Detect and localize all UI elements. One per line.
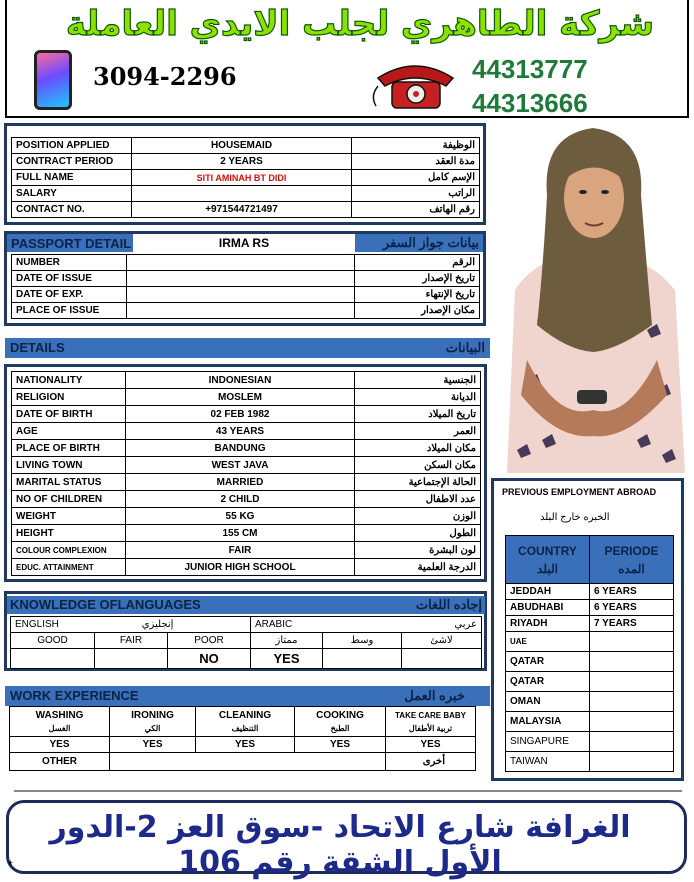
contract-value: SITI AMINAH BT DIDI [132,170,352,186]
details-value: 2 CHILD [126,491,355,508]
language-level-value: NO [168,649,251,669]
mobile-number: 3094-2296 [93,62,237,91]
details-value: 55 KG [126,508,355,525]
work-title: WORK EXPERIENCE [10,688,139,703]
previous-row [506,616,674,632]
country-header [506,536,590,584]
contract-row [12,186,480,202]
details-label: NO OF CHILDREN [12,491,126,508]
details-row [12,474,481,491]
details-row [12,542,481,559]
previous-table [505,535,674,772]
details-label: COLOUR COMPLEXION [12,542,126,559]
previous-country: UAE [506,632,590,652]
english-label: ENGLISH [15,619,59,630]
period-header [590,536,674,584]
previous-period [590,672,674,692]
contract-label: CONTACT NO. [12,202,132,218]
details-label-ar: مكان السكن [355,457,481,474]
work-skill [110,707,196,737]
details-label-ar: الحالة الإجتماعية [355,474,481,491]
work-title-ar: خبره العمل [404,688,465,703]
contract-value: HOUSEMAID [132,138,352,154]
details-label-ar: الديانة [355,389,481,406]
previous-row [506,672,674,692]
work-skill-ar: الغسل [48,723,71,733]
previous-row [506,692,674,712]
english-label-ar: إنجليزي [141,619,174,630]
phone-number-1: 44313777 [472,54,588,84]
smartphone-icon [34,50,72,110]
details-row [12,372,481,389]
language-level: GOOD [11,633,95,649]
details-label: WEIGHT [12,508,126,525]
previous-period [590,712,674,732]
passport-title: PASSPORT DETAIL [7,234,133,252]
contract-label-ar: الراتب [352,186,480,202]
other-label: OTHER [10,753,110,771]
details-row [12,559,481,576]
phone-number-2: 44313666 [472,88,588,118]
contract-label: SALARY [12,186,132,202]
contract-value: 2 YEARS [132,154,352,170]
details-label: LIVING TOWN [12,457,126,474]
work-skill-en: IRONING [131,709,174,721]
languages-title-ar: إجاده اللغات [415,597,482,612]
language-level: لاشئ [402,633,482,649]
previous-row [506,600,674,616]
details-value: WEST JAVA [126,457,355,474]
work-skill-ar: الطبخ [330,723,350,733]
candidate-photo [497,120,690,473]
details-row [12,406,481,423]
work-table [9,706,476,771]
details-label-ar: مكان الميلاد [355,440,481,457]
address: الغرافة شارع الاتحاد -سوق العز 2-الدور الأول الشقة رقم 106 [49,810,631,880]
previous-country: QATAR [506,652,590,672]
contract-label-ar: الإسم كامل [352,170,480,186]
work-skill-value: YES [295,737,386,753]
previous-row [506,752,674,772]
period-header-en: PERIODE [604,543,659,558]
previous-row [506,732,674,752]
passport-value [127,255,355,271]
work-skill [386,707,476,737]
details-label-ar: تاريخ الميلاد [355,406,481,423]
previous-period [590,632,674,652]
contract-row [12,170,480,186]
details-label: NATIONALITY [12,372,126,389]
details-value: 155 CM [126,525,355,542]
previous-period [590,732,674,752]
other-label-ar: أخرى [386,753,476,771]
languages-title-bar [7,596,485,614]
languages-table [10,616,482,669]
previous-country: ABUDHABI [506,600,590,616]
contract-label-ar: مدة العقد [352,154,480,170]
details-label-ar: الطول [355,525,481,542]
previous-country: SINGAPURE [506,732,590,752]
work-skill-en: COOKING [316,709,364,721]
country-header-en: COUNTRY [518,543,577,558]
details-label: AGE [12,423,126,440]
contract-label: CONTRACT PERIOD [12,154,132,170]
previous-country: MALAYSIA [506,712,590,732]
language-level-value [323,649,402,669]
language-level: POOR [168,633,251,649]
work-skill-en: TAKE CARE BABY [395,710,466,720]
details-row [12,525,481,542]
previous-period: 6 YEARS [590,584,674,600]
previous-row [506,712,674,732]
previous-period [590,752,674,772]
previous-period: 6 YEARS [590,600,674,616]
details-label-ar: الدرجة العلمية [355,559,481,576]
contract-value: +971544721497 [132,202,352,218]
details-label: RELIGION [12,389,126,406]
work-skill-ar: التنظيف [231,723,259,733]
details-table [11,371,481,576]
passport-value [127,271,355,287]
previous-country: TAIWAN [506,752,590,772]
arabic-label-ar: عربي [454,619,478,630]
previous-period [590,652,674,672]
passport-value [127,287,355,303]
work-skill-ar: تربية الأطفال [408,723,453,733]
work-skill-value: YES [10,737,110,753]
other-value [110,753,386,771]
previous-title: PREVIOUS EMPLOYMENT ABROAD [502,487,657,497]
asterisk: * [8,858,13,872]
details-label: HEIGHT [12,525,126,542]
passport-label: DATE OF EXP. [12,287,127,303]
details-label: DATE OF BIRTH [12,406,126,423]
details-row [12,440,481,457]
arabic-label: ARABIC [255,619,293,630]
details-value: BANDUNG [126,440,355,457]
work-skill-value: YES [386,737,476,753]
details-value: MARRIED [126,474,355,491]
previous-country: OMAN [506,692,590,712]
work-skill [10,707,110,737]
details-row [12,508,481,525]
period-header-ar: المده [618,561,645,576]
passport-label: NUMBER [12,255,127,271]
work-skill-value: YES [196,737,295,753]
arabic-header [251,617,482,633]
contract-label-ar: الوظيفة [352,138,480,154]
passport-value [127,303,355,319]
passport-title-ar: بيانات جواز السفر [355,234,483,252]
details-label: EDUC. ATTAINMENT [12,559,126,576]
passport-row [12,255,480,271]
contract-row [12,202,480,218]
passport-label: DATE OF ISSUE [12,271,127,287]
language-level: ممتاز [251,633,323,649]
previous-row [506,584,674,600]
previous-row [506,652,674,672]
contract-label: POSITION APPLIED [12,138,132,154]
telephone-icon [368,56,463,110]
passport-row [12,303,480,319]
details-title-ar: البيانات [445,340,485,355]
passport-label-ar: تاريخ الإنتهاء [355,287,480,303]
company-name: شركة الطاهري لجلب الايدي العاملة [65,4,655,44]
languages-title: KNOWLEDGE OFLANGUAGES [10,597,201,612]
english-header [11,617,251,633]
previous-country: QATAR [506,672,590,692]
details-row [12,389,481,406]
details-label-ar: الوزن [355,508,481,525]
language-level-value [11,649,95,669]
previous-row [506,632,674,652]
work-skill-en: WASHING [35,709,84,721]
language-level-value: YES [251,649,323,669]
details-label-ar: لون البشرة [355,542,481,559]
passport-label-ar: مكان الإصدار [355,303,480,319]
language-level-value [95,649,168,669]
passport-row [12,287,480,303]
passport-row [12,271,480,287]
passport-label-ar: تاريخ الإصدار [355,271,480,287]
details-value: MOSLEM [126,389,355,406]
language-level-value [402,649,482,669]
passport-label-ar: الرقم [355,255,480,271]
details-value: INDONESIAN [126,372,355,389]
footer-divider [14,790,682,792]
passport-label: PLACE OF ISSUE [12,303,127,319]
work-skill-ar: الكي [144,723,161,733]
contract-label: FULL NAME [12,170,132,186]
previous-period: 7 YEARS [590,616,674,632]
contract-row [12,154,480,170]
details-value: JUNIOR HIGH SCHOOL [126,559,355,576]
language-level: FAIR [95,633,168,649]
previous-country: RIYADH [506,616,590,632]
details-row [12,457,481,474]
details-label-ar: العمر [355,423,481,440]
contract-label-ar: رقم الهاتف [352,202,480,218]
work-skill [196,707,295,737]
contract-value [132,186,352,202]
contract-row [12,138,480,154]
work-skill-en: CLEANING [218,709,272,721]
work-skill-value: YES [110,737,196,753]
previous-period [590,692,674,712]
details-row [12,423,481,440]
work-title-bar [5,686,490,706]
passport-table [11,254,480,319]
work-skill [295,707,386,737]
details-title: DETAILS [10,340,65,355]
details-value: FAIR [126,542,355,559]
details-value: 43 YEARS [126,423,355,440]
details-value: 02 FEB 1982 [126,406,355,423]
details-row [12,491,481,508]
contract-table [11,137,480,218]
previous-country: JEDDAH [506,584,590,600]
details-title-bar [5,338,490,358]
details-label: PLACE OF BIRTH [12,440,126,457]
details-label-ar: الجنسية [355,372,481,389]
language-level: وسط [323,633,402,649]
passport-holder: IRMA RS [218,236,270,250]
details-label-ar: عدد الاطفال [355,491,481,508]
previous-title-ar: الخبره خارج البلد [540,512,610,523]
details-label: MARITAL STATUS [12,474,126,491]
passport-header [7,234,483,252]
country-header-ar: البلد [537,561,558,576]
